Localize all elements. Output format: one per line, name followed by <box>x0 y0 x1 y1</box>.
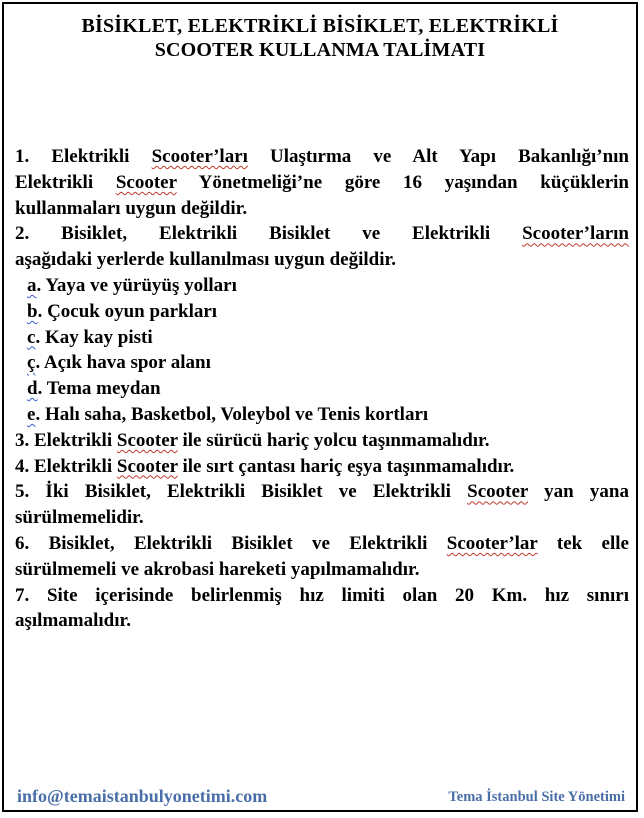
sub-item-c-cedilla-letter: ç <box>27 352 36 374</box>
item-6-text-c: tek elle <box>537 532 629 554</box>
sub-item-c-cedilla-text: . Açık hava spor alanı <box>35 352 211 374</box>
item-5-line-1 <box>15 479 629 505</box>
sub-item-b <box>15 299 629 325</box>
item-6-text-b: Scooter’lar <box>446 532 538 554</box>
item-3-text-a: 3. Elektrikli <box>15 429 117 451</box>
item-4-text-b: Scooter <box>116 455 178 477</box>
sub-item-d-letter: d <box>27 378 38 400</box>
item-7-line-2: aşılmamalıdır. <box>15 610 131 632</box>
item-5-text-a: 5. İki Bisiklet, Elektrikli Bisiklet ve Elektrikli <box>15 481 468 503</box>
item-1-text-d: Elektrikli <box>15 171 116 193</box>
sub-item-d <box>15 376 629 402</box>
item-3-text-c: ile sürücü hariç yolcu taşınmamalıdır. <box>177 429 490 451</box>
item-1-text-e: Scooter <box>115 171 177 193</box>
item-6 <box>15 531 629 583</box>
item-1 <box>15 144 629 221</box>
item-4 <box>15 454 629 480</box>
footer-email-link[interactable]: info@temaistanbulyonetimi.com <box>17 786 268 806</box>
item-1-text-b: Scooter’ları <box>151 146 248 167</box>
item-4-text-a: 4. Elektrikli <box>15 455 117 477</box>
sub-item-d-text: . Tema meydan <box>37 378 161 400</box>
item-2-text-b: Scooter’ların <box>522 223 629 245</box>
item-2 <box>15 221 629 273</box>
item-6-line-1 <box>15 531 629 557</box>
item-7-line-1: 7. Site içerisinde belirlenmiş hız limiti olan 20 Km. hız sınırı <box>15 584 629 606</box>
instruction-list <box>15 144 629 634</box>
sub-item-a-letter: a <box>27 274 37 296</box>
item-5-text-b: Scooter <box>467 481 528 503</box>
sub-item-b-letter: b <box>27 300 38 322</box>
sub-item-c-letter: c <box>27 326 36 348</box>
item-1-text-f: Yönetmeliği’ne göre 16 yaşından küçüklerin <box>176 171 629 193</box>
document-page <box>2 2 638 812</box>
sub-item-a <box>15 273 629 299</box>
item-6-line-2: sürülmemeli ve akrobasi hareketi yapılmamalıdır. <box>15 558 420 580</box>
sub-item-c-cedilla <box>15 350 629 376</box>
sub-item-a-text: . Yaya ve yürüyüş yolları <box>36 274 237 296</box>
sub-item-b-text: . Çocuk oyun parkları <box>37 300 218 322</box>
item-5-line-2: sürülmemelidir. <box>15 507 144 529</box>
item-5 <box>15 479 629 531</box>
item-2-line-2: aşağıdaki yerlerde kullanılması uygun değildir. <box>15 249 396 271</box>
title-line-2: SCOOTER KULLANMA TALİMATI <box>154 39 486 61</box>
title-line-1: BİSİKLET, ELEKTRİKLİ BİSİKLET, ELEKTRİKLİ <box>81 15 559 37</box>
sub-item-e-text: . Halı saha, Basketbol, Voleybol ve Tenis kortları <box>35 403 429 425</box>
item-2-line-1 <box>15 221 629 247</box>
item-5-text-c: yan yana <box>528 481 629 503</box>
item-2-text-a: 2. Bisiklet, Elektrikli Bisiklet ve Elektrikli <box>15 223 523 245</box>
sub-item-e <box>15 402 629 428</box>
page-title <box>4 14 636 62</box>
footer-organization: Tema İstanbul Site Yönetimi <box>448 789 625 805</box>
item-1-line-3: kullanmaları uygun değildir. <box>15 197 248 219</box>
item-1-text-c: Ulaştırma ve Alt Yapı Bakanlığı’nın <box>247 146 629 167</box>
item-1-line-1 <box>15 144 629 170</box>
item-3 <box>15 428 629 454</box>
item-1-line-2 <box>15 170 629 196</box>
item-3-text-b: Scooter <box>116 429 178 451</box>
item-1-text-a: 1. Elektrikli <box>15 146 152 167</box>
item-4-text-c: ile sırt çantası hariç eşya taşınmamalıdır. <box>177 455 515 477</box>
item-7 <box>15 583 629 635</box>
sub-item-c <box>15 325 629 351</box>
sub-item-e-letter: e <box>27 403 36 425</box>
item-6-text-a: 6. Bisiklet, Elektrikli Bisiklet ve Elektrikli <box>15 532 447 554</box>
sub-item-c-text: . Kay kay pisti <box>35 326 153 348</box>
